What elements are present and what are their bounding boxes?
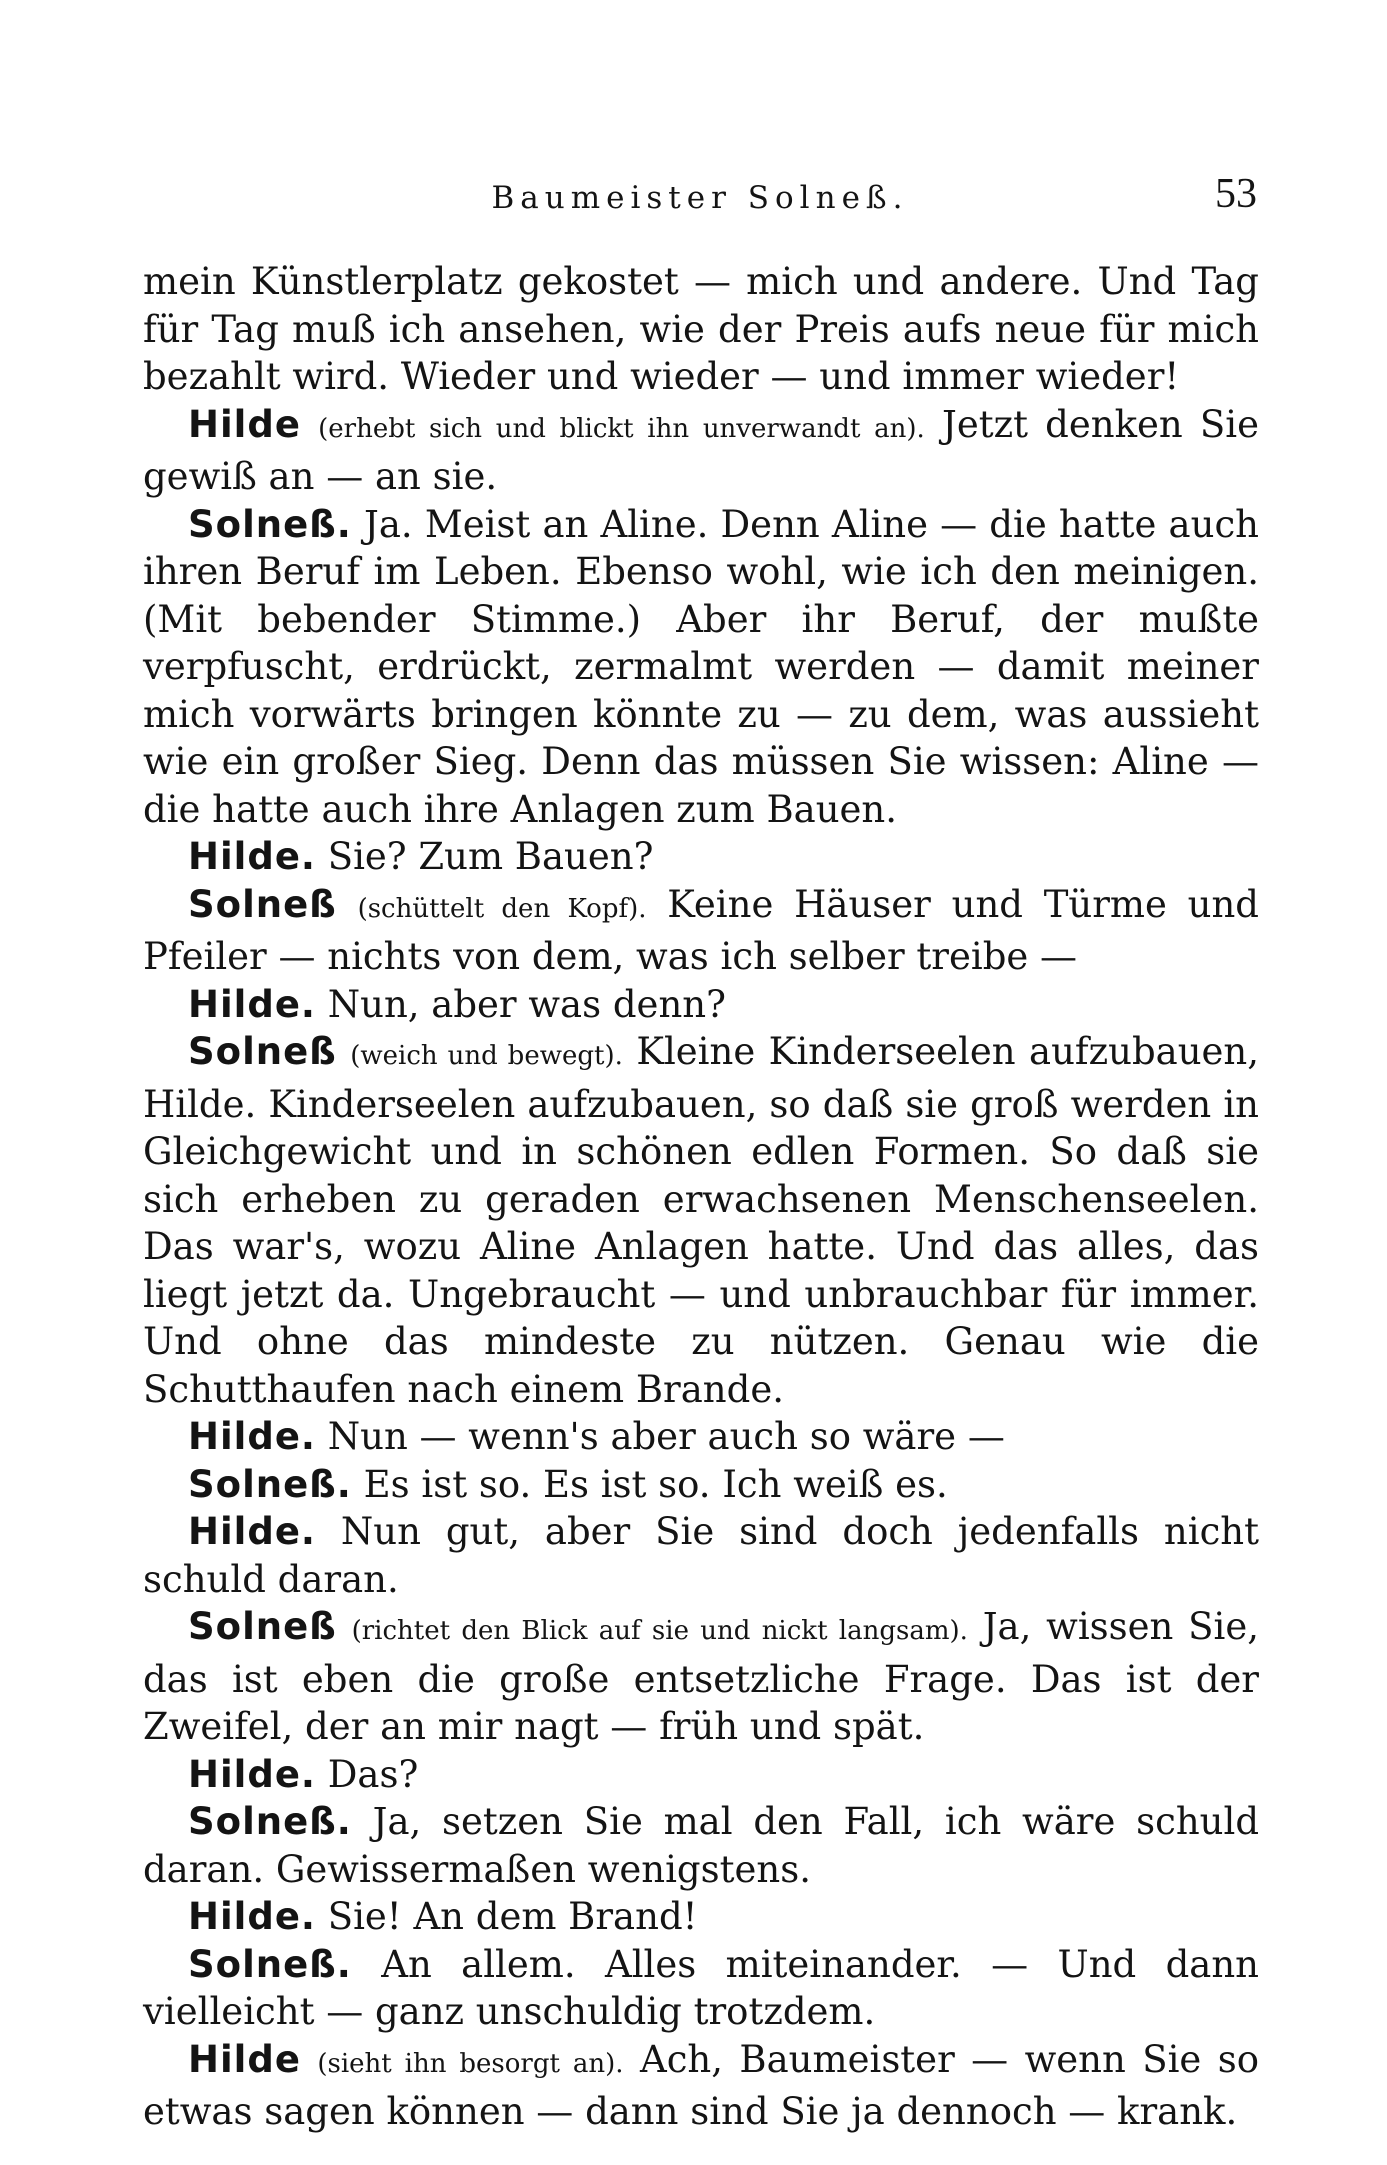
speaker-name: Hilde. (188, 1752, 316, 1796)
dialog-line (143, 833, 1259, 881)
dialog-line (143, 501, 1259, 834)
dialog-text: Sie! An dem Brand! (327, 1895, 698, 1938)
dialog-text: Sie? Zum Bauen? (327, 835, 654, 878)
dialog-text: Nun gut, aber Sie sind doch jedenfalls nicht schuld daran. (143, 1510, 1259, 1601)
speaker-name: Solneß (188, 1605, 337, 1648)
stage-direction: (richtet den Blick auf sie und nickt langsam). (351, 1616, 968, 1646)
dialog-line (143, 1413, 1259, 1461)
dialog-text: Keine Häuser und Türme und Pfeiler — nichts von dem, was ich selber treibe — (143, 882, 1259, 978)
dialog-line (143, 1028, 1259, 1413)
stage-direction: (sieht ihn besorgt an). (317, 2048, 624, 2079)
speaker-name: Solneß. (188, 1462, 352, 1506)
dialog-text: Nun — wenn's aber auch so wäre — (327, 1415, 1005, 1458)
running-title: Baumeister Solneß. (491, 180, 909, 216)
speaker-name: Solneß (188, 1030, 337, 1073)
dialog-text: Ja. Meist an Aline. Denn Aline — die hatte auch ihren Beruf im Leben. Ebenso wohl, wie ich den meinigen. (Mit bebender Stimme.) Aber ihr Beruf, der mußte verpfuscht, erdrückt, zermalmt werden — damit meiner mich vorwärts bringen könnte zu — zu dem, was aussieht wie ein großer Sieg. Denn das müssen Sie wissen: Aline — die hatte auch ihre Anlagen zum Bauen. (143, 502, 1259, 831)
speaker-name: Hilde. (188, 1895, 316, 1938)
dialog-text: Ja, wissen Sie, das ist eben die große entsetzliche Frage. Das ist der Zweifel, der an mir nagt — früh und spät. (143, 1605, 1259, 1748)
stage-direction: (erhebt sich und blickt ihn unverwandt an). (318, 413, 925, 444)
dialog-line (143, 1508, 1259, 1603)
running-header (143, 171, 1257, 240)
dialog-line (143, 1941, 1259, 2036)
dialog-line (143, 1751, 1259, 1799)
dialog-text: Nun, aber was denn? (327, 982, 726, 1026)
page-number: 53 (1215, 171, 1257, 217)
speaker-name: Solneß. (188, 502, 352, 546)
dialog-text: Das? (327, 1752, 419, 1796)
speaker-name: Hilde (188, 2037, 301, 2081)
dialog-text: Jetzt denken Sie gewiß an — an sie. (143, 402, 1260, 498)
speaker-name: Hilde. (188, 982, 316, 1026)
dialog-text: An allem. Alles miteinander. — Und dann vielleicht — ganz unschuldig trotzdem. (143, 1942, 1259, 2033)
speaker-name: Hilde (188, 402, 301, 446)
dialog-line (143, 881, 1259, 981)
paragraph-continuation (143, 258, 1259, 401)
dialog-line (143, 401, 1259, 501)
dialog-line (143, 1893, 1259, 1941)
dialog-line (143, 981, 1259, 1029)
speaker-name: Solneß (188, 882, 337, 926)
speaker-name: Solneß. (188, 1800, 352, 1843)
text-body (143, 258, 1259, 2136)
stage-direction: (schüttelt den Kopf). (357, 893, 647, 924)
dialog-line (143, 2036, 1259, 2136)
speaker-name: Hilde. (188, 835, 316, 878)
dialog-text: Ach, Baumeister — wenn Sie so etwas sagen können — dann sind Sie ja dennoch — krank. (143, 2037, 1260, 2133)
speaker-name: Solneß. (188, 1942, 352, 1986)
dialog-line (143, 1603, 1259, 1751)
dialog-line (143, 1461, 1259, 1509)
speaker-name: Hilde. (188, 1510, 316, 1553)
speaker-name: Hilde. (188, 1415, 316, 1458)
dialog-text: Ja, setzen Sie mal den Fall, ich wäre schuld daran. Gewissermaßen wenigstens. (143, 1800, 1259, 1891)
dialog-text: Kleine Kinderseelen aufzubauen, Hilde. Kinderseelen aufzubauen, so daß sie groß werden in Gleichgewicht und in schönen edlen Formen. So daß sie sich erheben zu geraden erwachsenen Menschenseelen. Das war's, wozu Aline Anlagen hatte. Und das alles, das liegt jetzt da. Ungebraucht — und unbrauchbar für immer. Und ohne das mindeste zu nützen. Genau wie die Schutthaufen nach einem Brande. (143, 1030, 1260, 1411)
stage-direction: (weich und bewegt). (350, 1041, 623, 1071)
dialog-line (143, 1798, 1259, 1893)
paragraph-text: mein Künstlerplatz gekostet — mich und andere. Und Tag für Tag muß ich ansehen, wie der Preis aufs neue für mich bezahlt wird. Wieder und wieder — und immer wieder! (143, 260, 1259, 398)
dialog-text: Es ist so. Es ist so. Ich weiß es. (363, 1462, 948, 1506)
